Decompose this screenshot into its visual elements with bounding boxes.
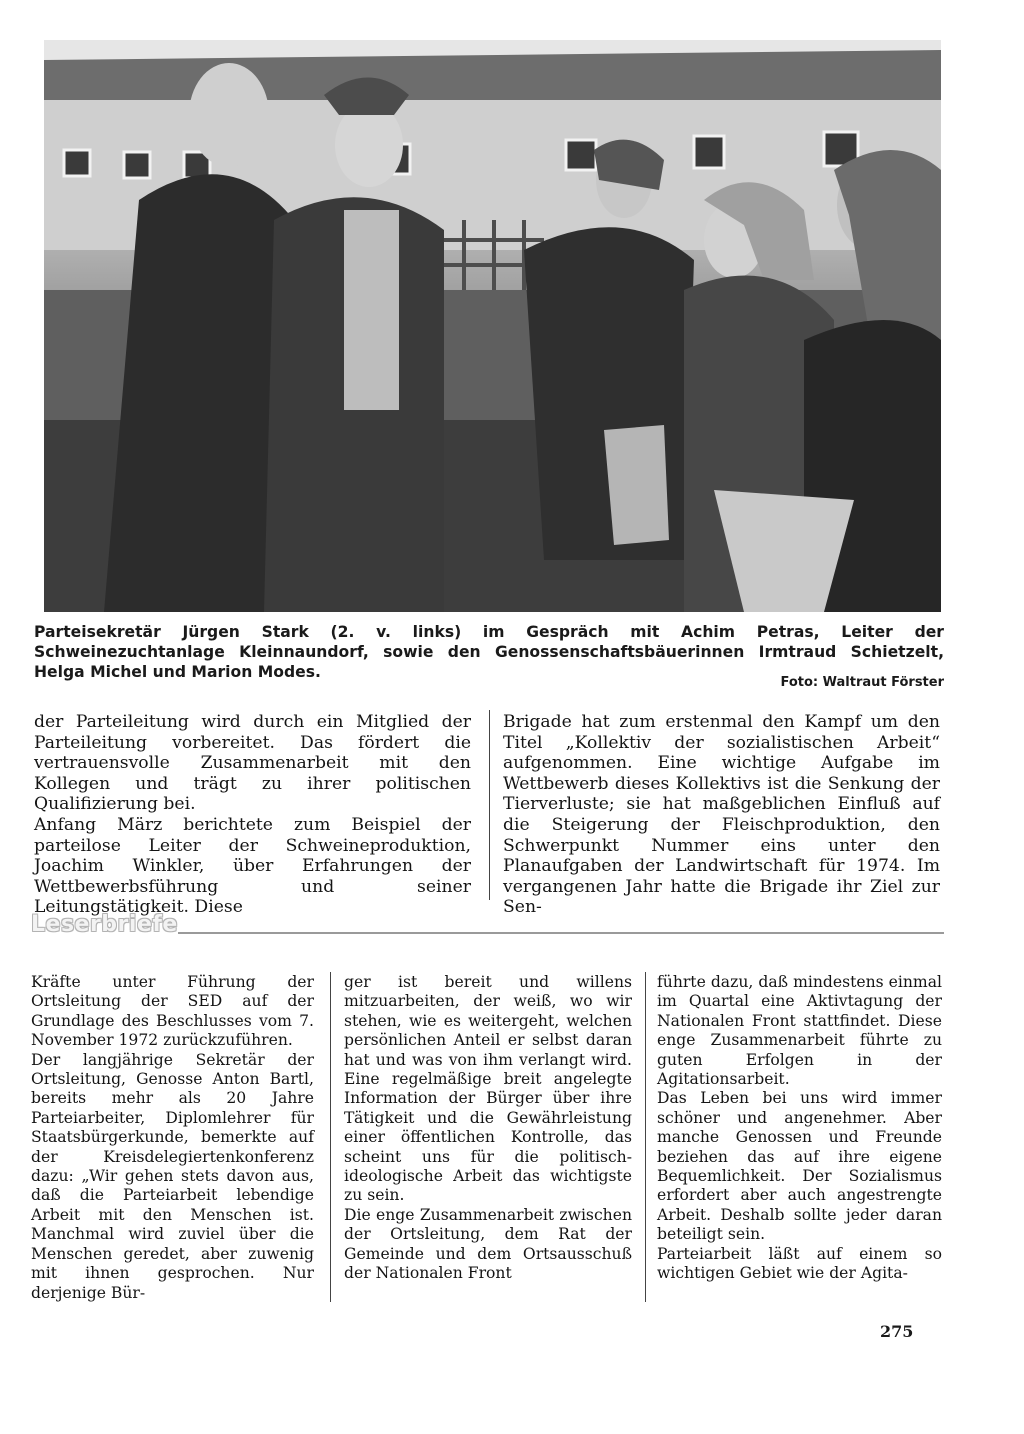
letters-column-1 [31,973,314,1303]
article-paragraph: Anfang März berichtete zum Beispiel der parteilose Leiter der Schweineproduktion, Joachim Winkler, über Erfahrungen der Wettbewerbsführung und seiner Leitungstätigkeit. Diese [34,814,471,918]
article-paragraph: der Parteileitung wird durch ein Mitglied der Parteileitung vorbereitet. Das fördert die vertrauensvolle Zusammenarbeit mit den Kollegen und trägt zu ihrer politischen Qualifizierung bei. [34,712,471,815]
letter-paragraph: Parteiarbeit läßt auf einem so wichtigen Gebiet wie der Agita- [657,1244,942,1283]
column-divider [330,972,331,1302]
letter-paragraph: Der langjährige Sekretär der Ortsleitung, Genosse Anton Bartl, bereits mehr als 20 Jahre Parteiarbeiter, Diplomlehrer für Staatsbürgerkunde, bemerkte auf der Kreisdelegiertenkonferenz dazu: „Wir gehen stets davon aus, daß die Parteiarbeit lebendige Arbeit mit den Menschen ist. Manchmal wird zuviel über die Menschen geredet, aber zuwenig mit ihnen gesprochen. Nur derjenige Bür- [31,1050,314,1302]
letters-column-3 [657,973,942,1284]
photo-illustration [44,40,941,612]
column-divider [489,710,490,900]
article-paragraph: Brigade hat zum erstenmal den Kampf um den Titel „Kollektiv der sozialistischen Arbeit“ aufgenommen. Eine wichtige Aufgabe im Wettbewerb dieses Kollektivs ist die Senkung der Tierverluste; sie hat maßgeblichen Einfluß auf die Steigerung der Fleischproduktion, den Schwerpunkt Nummer eins unter den Planaufgaben der Landwirtschaft für 1974. Im vergangenen Jahr hatte die Brigade ihr Ziel zur Sen- [503,712,940,918]
letter-paragraph: Das Leben bei uns wird immer schöner und angenehmer. Aber manche Genossen und Freunde beziehen das auf ihre eigene Bequemlichkeit. Der Sozialismus erfordert aber auch angestrengte Arbeit. Deshalb sollte jeder daran beteiligt sein. [657,1089,942,1244]
letter-paragraph: führte dazu, daß mindestens einmal im Quartal eine Aktivtagung der Nationalen Front stattfindet. Diese enge Zusammenarbeit führte zu guten Erfolgen in der Agitationsarbeit. [657,973,942,1089]
section-rule [178,932,944,934]
letters-column-2 [344,973,632,1284]
page-number: 275 [880,1322,914,1341]
photo-caption: Parteisekretär Jürgen Stark (2. v. links) im Gespräch mit Achim Petras, Leiter der Schweinezuchtanlage Kleinnaundorf, sowie den Genossenschaftsbäuerinnen Irmtraud Schietzelt, Helga Michel und Marion Modes. [34,623,944,681]
section-heading: Leserbriefe [31,912,178,937]
photo-credit: Foto: Waltraut Förster [780,675,944,690]
letter-paragraph: Kräfte unter Führung der Ortsleitung der SED auf der Grundlage des Beschlusses vom 7. November 1972 zurückzuführen. [31,973,314,1050]
article-photo [44,40,941,612]
article-column-right [503,712,940,918]
article-column-left [34,712,471,918]
letter-paragraph: Die enge Zusammenarbeit zwischen der Ortsleitung, dem Rat der Gemeinde und dem Ortsausschuß der Nationalen Front [344,1205,632,1283]
column-divider [645,972,646,1302]
letter-paragraph: ger ist bereit und willens mitzuarbeiten, der weiß, wo wir stehen, wie es weitergeht, welchen persönlichen Anteil er selbst daran hat und was von ihm verlangt wird. Eine regelmäßige breit angelegte Information der Bürger über ihre Tätigkeit und die Gewährleistung einer öffentlichen Kontrolle, das scheint uns für die politisch-ideologische Arbeit das wichtigste zu sein. [344,973,632,1205]
